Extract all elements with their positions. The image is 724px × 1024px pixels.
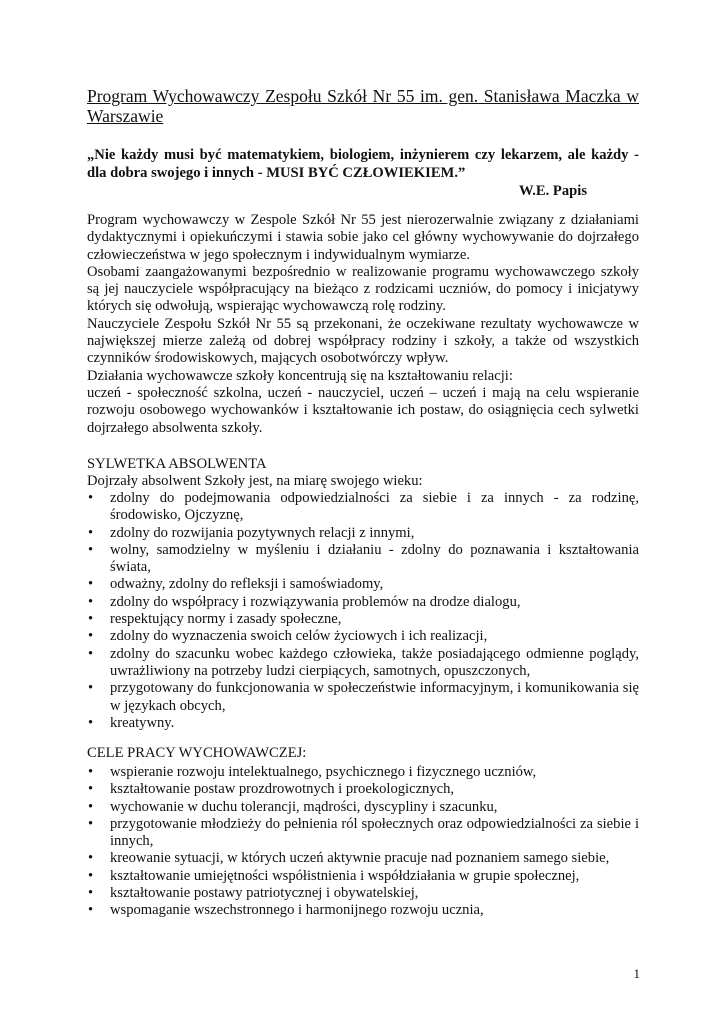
goals-list xyxy=(87,764,639,920)
intro-paragraph: Osobami zaangażowanymi bezpośrednio w realizowanie programu wychowawczego szkoły są jej nauczyciele współpracujący na bieżąco z rodzicami uczniów, do pomocy i inicjatywy których się odwołują, wspierając wychowawczą rolę rodziny. xyxy=(87,263,639,315)
list-item: • wychowanie w duchu tolerancji, mądrości, dyscypliny i szacunku, xyxy=(87,799,639,816)
list-item: • zdolny do rozwijania pozytywnych relacji z innymi, xyxy=(87,525,639,542)
list-item: • wolny, samodzielny w myśleniu i działaniu - zdolny do poznawania i kształtowania świata, xyxy=(87,542,639,577)
list-item: • kreowanie sytuacji, w których uczeń aktywnie pracuje nad poznaniem samego siebie, xyxy=(87,850,639,867)
graduate-heading: SYLWETKA ABSOLWENTA xyxy=(87,456,267,472)
intro-paragraph: Nauczyciele Zespołu Szkół Nr 55 są przekonani, że oczekiwane rezultaty wychowawcze w największej mierze zależą od dobrej współpracy rodziny i szkoły, a także od wszystkich czynników środowiskowych, mających osobotwórczy wpływ. xyxy=(87,315,639,367)
motto-author: W.E. Papis xyxy=(519,183,587,199)
intro-paragraph: Program wychowawczy w Zespole Szkół Nr 55 jest nierozerwalnie związany z działaniami dydaktycznymi i opiekuńczymi i stawia sobie jako cel główny wychowywanie do dojrzałego człowieczeństwa w jego społecznym i indywidualnym wymiarze. xyxy=(87,212,639,263)
list-item: • kreatywny. xyxy=(87,715,639,732)
goals-heading: CELE PRACY WYCHOWAWCZEJ: xyxy=(87,745,307,761)
list-item: • odważny, zdolny do refleksji i samoświadomy, xyxy=(87,576,639,593)
list-item: • kształtowanie postaw prozdrowotnych i proekologicznych, xyxy=(87,781,639,798)
list-item: • kształtowanie umiejętności współistnienia i współdziałania w grupie społecznej, xyxy=(87,868,639,885)
list-item: • kształtowanie postawy patriotycznej i obywatelskiej, xyxy=(87,885,639,902)
list-item: • zdolny do wyznaczenia swoich celów życiowych i ich realizacji, xyxy=(87,628,639,645)
list-item: • wspieranie rozwoju intelektualnego, psychicznego i fizycznego uczniów, xyxy=(87,764,639,781)
graduate-list xyxy=(87,490,639,732)
list-item: • wspomaganie wszechstronnego i harmonijnego rozwoju ucznia, xyxy=(87,902,639,919)
graduate-lead: Dojrzały absolwent Szkoły jest, na miarę swojego wieku: xyxy=(87,473,423,489)
list-item: • respektujący normy i zasady społeczne, xyxy=(87,611,639,628)
intro-text xyxy=(87,212,639,437)
list-item: • przygotowany do funkcjonowania w społeczeństwie informacyjnym, i komunikowania się w językach obcych, xyxy=(87,680,639,715)
intro-paragraph: Działania wychowawcze szkoły koncentrują się na kształtowaniu relacji: xyxy=(87,367,513,384)
list-item: • zdolny do szacunku wobec każdego człowieka, także posiadającego odmienne poglądy, uwrażliwiony na potrzeby ludzi cierpiących, samotnych, opuszczonych, xyxy=(87,646,639,681)
page-number: 1 xyxy=(633,966,640,981)
list-item: • przygotowanie młodzieży do pełnienia ról społecznych oraz odpowiedzialności za siebie i innych, xyxy=(87,816,639,851)
motto-quote: „Nie każdy musi być matematykiem, biologiem, inżynierem czy lekarzem, ale każdy - dla dobra swojego i innych - MUSI BYĆ CZŁOWIEKIEM.” xyxy=(87,147,639,181)
document-title: Program Wychowawczy Zespołu Szkół Nr 55 im. gen. Stanisława Maczka w Warszawie xyxy=(87,86,639,126)
intro-paragraph: uczeń - społeczność szkolna, uczeń - nauczyciel, uczeń – uczeń i mają na celu wspieranie rozwoju osobowego wychowanków i kształtowanie ich postaw, do osiągnięcia cech sylwetki dojrzałego absolwenta szkoły. xyxy=(87,384,639,436)
list-item: • zdolny do współpracy i rozwiązywania problemów na drodze dialogu, xyxy=(87,594,639,611)
list-item: • zdolny do podejmowania odpowiedzialności za siebie i za innych - za rodzinę, środowisko, Ojczyznę, xyxy=(87,490,639,525)
